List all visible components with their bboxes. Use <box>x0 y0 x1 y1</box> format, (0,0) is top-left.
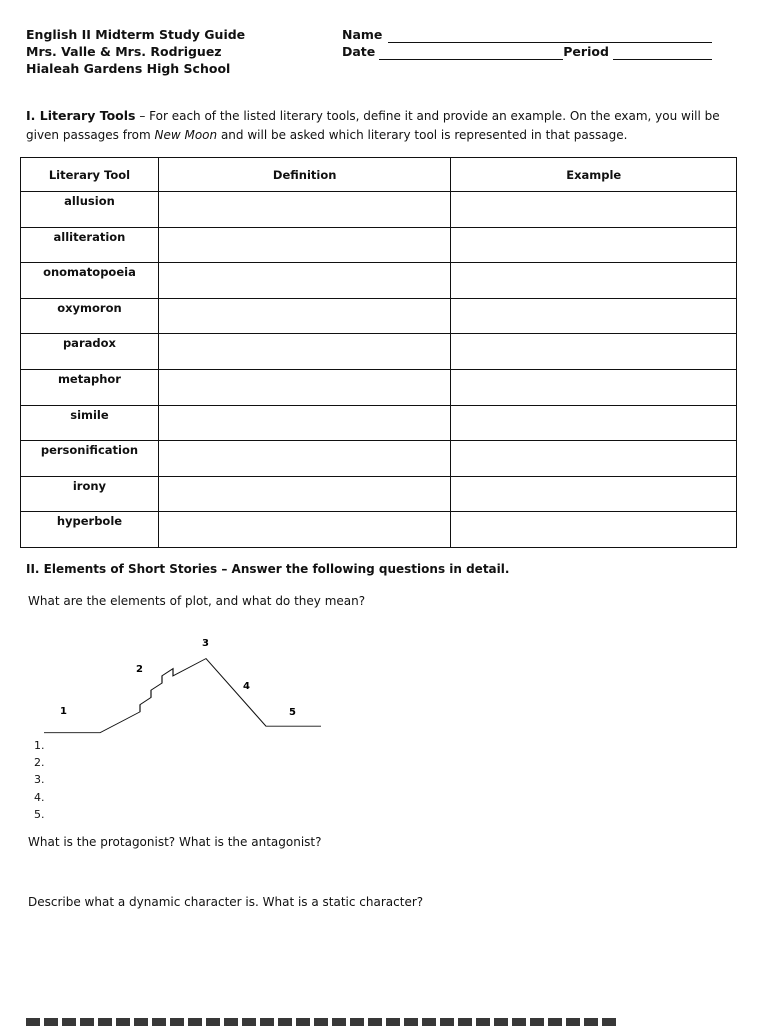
example-cell[interactable] <box>451 476 737 512</box>
example-cell[interactable] <box>451 263 737 299</box>
tool-name: alliteration <box>21 227 159 263</box>
period-label: Period <box>563 44 609 59</box>
example-cell[interactable] <box>451 192 737 228</box>
section-1-text-b: and will be asked which literary tool is represented in that passage. <box>217 128 628 142</box>
table-row <box>21 298 737 334</box>
column-header-tool: Literary Tool <box>21 158 159 192</box>
book-title: New Moon <box>154 128 218 142</box>
tool-name: irony <box>21 476 159 512</box>
question-protagonist: What is the protagonist? What is the antagonist? <box>28 835 322 849</box>
plot-diagram <box>40 630 340 740</box>
plot-label-5: 5 <box>289 707 296 718</box>
name-row <box>342 26 712 43</box>
table-row <box>21 192 737 228</box>
example-cell[interactable] <box>451 227 737 263</box>
tool-name: paradox <box>21 334 159 370</box>
definition-cell[interactable] <box>158 263 451 299</box>
question-plot-elements: What are the elements of plot, and what do they mean? <box>28 594 366 608</box>
definition-cell[interactable] <box>158 227 451 263</box>
example-cell[interactable] <box>451 369 737 405</box>
tool-name: simile <box>21 405 159 441</box>
example-cell[interactable] <box>451 512 737 548</box>
school-name: Hialeah Gardens High School <box>26 61 231 76</box>
definition-cell[interactable] <box>158 298 451 334</box>
definition-cell[interactable] <box>158 441 451 477</box>
plot-label-2: 2 <box>136 664 143 675</box>
table-row <box>21 369 737 405</box>
plot-line <box>44 659 321 733</box>
table-row <box>21 263 737 299</box>
tool-name: metaphor <box>21 369 159 405</box>
tool-name: oxymoron <box>21 298 159 334</box>
question-dynamic-character: Describe what a dynamic character is. What is a static character? <box>28 895 424 909</box>
tool-name: allusion <box>21 192 159 228</box>
definition-cell[interactable] <box>158 405 451 441</box>
cut-off-next-section <box>26 1018 616 1026</box>
definition-cell[interactable] <box>158 192 451 228</box>
date-field[interactable] <box>379 46 563 60</box>
tool-name: hyperbole <box>21 512 159 548</box>
example-cell[interactable] <box>451 441 737 477</box>
header-school-info <box>26 26 245 77</box>
example-cell[interactable] <box>451 298 737 334</box>
table-row <box>21 405 737 441</box>
name-label: Name <box>342 27 383 42</box>
section-1-dash: – <box>135 109 150 123</box>
plot-elements-list <box>26 737 48 823</box>
tool-name: personification <box>21 441 159 477</box>
column-header-example: Example <box>451 158 737 192</box>
table-row <box>21 512 737 548</box>
section-1-title: I. Literary Tools <box>26 108 136 123</box>
period-field[interactable] <box>613 46 712 60</box>
table-row <box>21 476 737 512</box>
definition-cell[interactable] <box>158 512 451 548</box>
plot-label-4: 4 <box>243 681 250 692</box>
plot-label-3: 3 <box>202 638 209 649</box>
date-period-row <box>342 43 712 60</box>
example-cell[interactable] <box>451 405 737 441</box>
section-1-instructions <box>26 106 740 145</box>
plot-label-1: 1 <box>60 706 67 717</box>
table-row <box>21 227 737 263</box>
teachers: Mrs. Valle & Mrs. Rodriguez <box>26 44 222 59</box>
example-cell[interactable] <box>451 334 737 370</box>
definition-cell[interactable] <box>158 369 451 405</box>
definition-cell[interactable] <box>158 476 451 512</box>
tool-name: onomatopoeia <box>21 263 159 299</box>
date-label: Date <box>342 44 376 59</box>
table-row <box>21 334 737 370</box>
header-student-fields <box>342 26 712 60</box>
name-field[interactable] <box>388 29 712 43</box>
column-header-definition: Definition <box>158 158 451 192</box>
table-header-row <box>21 158 737 192</box>
table-row <box>21 441 737 477</box>
definition-cell[interactable] <box>158 334 451 370</box>
section-2-title: II. Elements of Short Stories – Answer the following questions in detail. <box>26 562 510 576</box>
section-1-text-a: For each of the listed literary tools, define it and provide an example. On the exam, you will be given passages from <box>26 109 720 142</box>
course-title: English II Midterm Study Guide <box>26 27 246 42</box>
literary-tools-table <box>20 157 737 548</box>
